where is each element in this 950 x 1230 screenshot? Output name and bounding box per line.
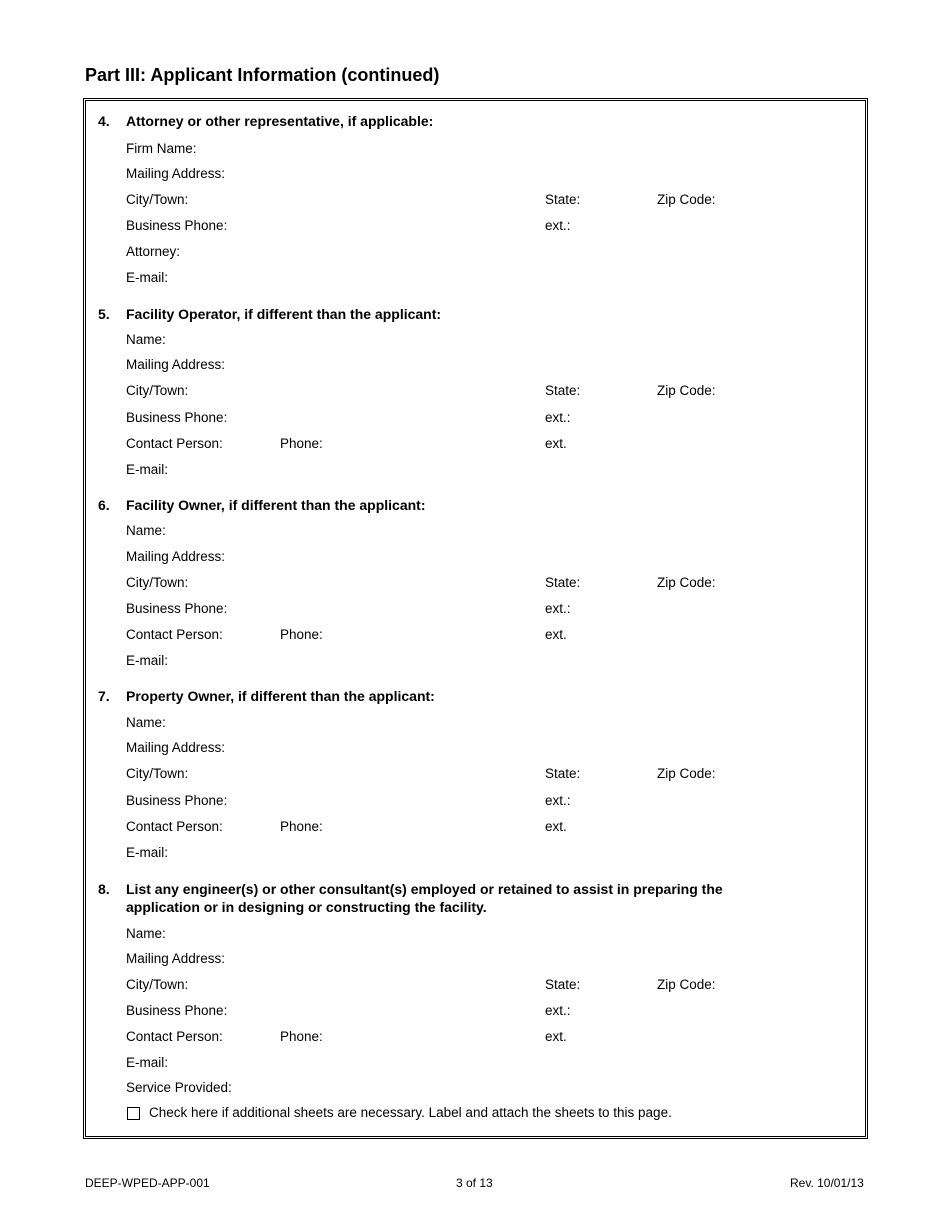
ext-label: ext.: xyxy=(545,601,571,616)
firm-name-label: Firm Name: xyxy=(126,141,197,156)
name-label: Name: xyxy=(126,926,166,941)
email-label: E-mail: xyxy=(126,845,169,860)
phone-label: Phone: xyxy=(280,1029,323,1044)
phone-label: Phone: xyxy=(280,436,323,451)
contact-person-label: Contact Person: xyxy=(126,436,223,451)
footer-revision: Rev. 10/01/13 xyxy=(790,1176,864,1190)
city-town-label: City/Town: xyxy=(126,383,189,398)
zip-code-label: Zip Code: xyxy=(657,383,716,398)
section-6-number: 6. xyxy=(98,497,110,513)
email-label: E-mail: xyxy=(126,462,169,477)
city-town-label: City/Town: xyxy=(126,977,189,992)
state-label: State: xyxy=(545,383,581,398)
ext-label: ext. xyxy=(545,1029,567,1044)
contact-person-label: Contact Person: xyxy=(126,819,223,834)
section-8-number: 8. xyxy=(98,881,110,897)
state-label: State: xyxy=(545,192,581,207)
zip-code-label: Zip Code: xyxy=(657,977,716,992)
contact-person-label: Contact Person: xyxy=(126,627,223,642)
name-label: Name: xyxy=(126,715,166,730)
section-5-number: 5. xyxy=(98,306,110,322)
city-town-label: City/Town: xyxy=(126,575,189,590)
business-phone-label: Business Phone: xyxy=(126,601,228,616)
zip-code-label: Zip Code: xyxy=(657,766,716,781)
name-label: Name: xyxy=(126,332,166,347)
state-label: State: xyxy=(545,766,581,781)
mailing-address-label: Mailing Address: xyxy=(126,357,226,372)
attorney-label: Attorney: xyxy=(126,244,181,259)
section-7-heading: Property Owner, if different than the applicant: xyxy=(126,688,435,704)
business-phone-label: Business Phone: xyxy=(126,793,228,808)
ext-label: ext.: xyxy=(545,218,571,233)
section-5-heading: Facility Operator, if different than the applicant: xyxy=(126,306,442,322)
city-town-label: City/Town: xyxy=(126,192,189,207)
service-provided-label: Service Provided: xyxy=(126,1080,232,1095)
mailing-address-label: Mailing Address: xyxy=(126,740,226,755)
page-title: Part III: Applicant Information (continued) xyxy=(85,65,440,85)
state-label: State: xyxy=(545,977,581,992)
zip-code-label: Zip Code: xyxy=(657,192,716,207)
phone-label: Phone: xyxy=(280,819,323,834)
zip-code-label: Zip Code: xyxy=(657,575,716,590)
footer-page-number: 3 of 13 xyxy=(456,1176,493,1190)
ext-label: ext.: xyxy=(545,410,571,425)
mailing-address-label: Mailing Address: xyxy=(126,951,226,966)
section-8-heading-line1: List any engineer(s) or other consultant(s) employed or retained to assist in preparing the xyxy=(126,881,723,897)
business-phone-label: Business Phone: xyxy=(126,218,228,233)
mailing-address-label: Mailing Address: xyxy=(126,166,226,181)
additional-sheets-checkbox[interactable] xyxy=(127,1107,140,1120)
email-label: E-mail: xyxy=(126,1055,169,1070)
phone-label: Phone: xyxy=(280,627,323,642)
email-label: E-mail: xyxy=(126,653,169,668)
mailing-address-label: Mailing Address: xyxy=(126,549,226,564)
ext-label: ext. xyxy=(545,436,567,451)
email-label: E-mail: xyxy=(126,270,169,285)
city-town-label: City/Town: xyxy=(126,766,189,781)
additional-sheets-text: Check here if additional sheets are necessary. Label and attach the sheets to this page. xyxy=(149,1105,672,1120)
ext-label: ext. xyxy=(545,627,567,642)
name-label: Name: xyxy=(126,523,166,538)
form-frame xyxy=(83,98,868,1139)
business-phone-label: Business Phone: xyxy=(126,1003,228,1018)
state-label: State: xyxy=(545,575,581,590)
section-6-heading: Facility Owner, if different than the applicant: xyxy=(126,497,426,513)
footer-form-id: DEEP-WPED-APP-001 xyxy=(85,1176,210,1190)
business-phone-label: Business Phone: xyxy=(126,410,228,425)
section-4-number: 4. xyxy=(98,113,110,129)
section-7-number: 7. xyxy=(98,688,110,704)
ext-label: ext. xyxy=(545,819,567,834)
section-8-heading-line2: application or in designing or constructing the facility. xyxy=(126,899,487,915)
contact-person-label: Contact Person: xyxy=(126,1029,223,1044)
section-4-heading: Attorney or other representative, if applicable: xyxy=(126,113,434,129)
ext-label: ext.: xyxy=(545,1003,571,1018)
ext-label: ext.: xyxy=(545,793,571,808)
